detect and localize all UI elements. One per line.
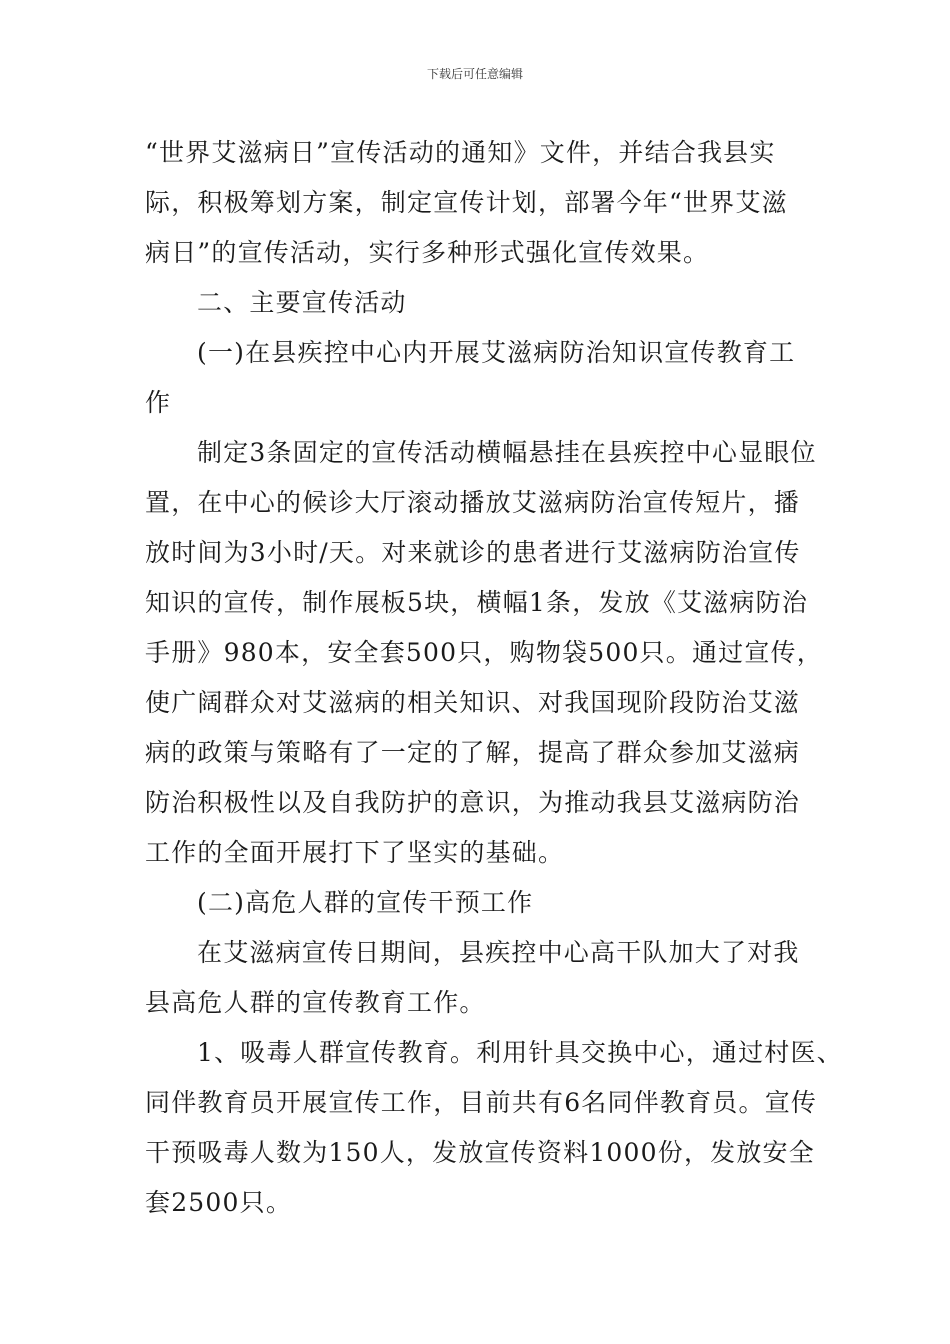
text-line: 病日”的宣传活动，实行多种形式强化宣传效果。 (145, 238, 710, 267)
text-line: 病的政策与策略有了一定的了解，提高了群众参加艾滋病 (145, 738, 801, 767)
text-line: 在艾滋病宣传日期间，县疾控中心高干队加大了对我 (197, 938, 800, 967)
text-line: 作 (145, 388, 172, 417)
text-line: 干预吸毒人数为150人，发放宣传资料1000份，发放安全 (145, 1138, 815, 1167)
text-line: “世界艾滋病日”宣传活动的通知》文件，并结合我县实 (145, 138, 776, 167)
text-line: 同伴教育员开展宣传工作，目前共有6名同伴教育员。宣传 (145, 1088, 818, 1117)
page-header: 下载后可任意编辑 (426, 67, 523, 81)
text-line: 制定3条固定的宣传活动横幅悬挂在县疾控中心显眼位 (197, 438, 817, 467)
text-line: 手册》980本，安全套500只，购物袋500只。通过宣传， (145, 638, 823, 667)
text-line: 工作的全面开展打下了坚实的基础。 (145, 838, 565, 867)
subsection-heading: (二)高危人群的宣传干预工作 (197, 888, 534, 917)
subsection-heading: (一)在县疾控中心内开展艾滋病防治知识宣传教育工 (197, 338, 796, 367)
text-line: 放时间为3小时/天。对来就诊的患者进行艾滋病防治宣传 (145, 538, 801, 567)
text-line: 县高危人群的宣传教育工作。 (145, 988, 486, 1017)
document-body (145, 128, 843, 1228)
section-heading: 二、主要宣传活动 (197, 288, 407, 317)
text-line: 防治积极性以及自我防护的意识，为推动我县艾滋病防治 (145, 788, 801, 817)
text-line: 使广阔群众对艾滋病的相关知识、对我国现阶段防治艾滋 (145, 688, 801, 717)
text-line: 1、吸毒人群宣传教育。利用针具交换中心，通过村医、 (197, 1038, 843, 1067)
text-line: 际，积极筹划方案，制定宣传计划，部署今年“世界艾滋 (145, 188, 788, 217)
text-line: 知识的宣传，制作展板5块，横幅1条，发放《艾滋病防治 (145, 588, 809, 617)
text-line: 置，在中心的候诊大厅滚动播放艾滋病防治宣传短片，播 (145, 488, 801, 517)
text-line: 套2500只。 (145, 1188, 293, 1217)
